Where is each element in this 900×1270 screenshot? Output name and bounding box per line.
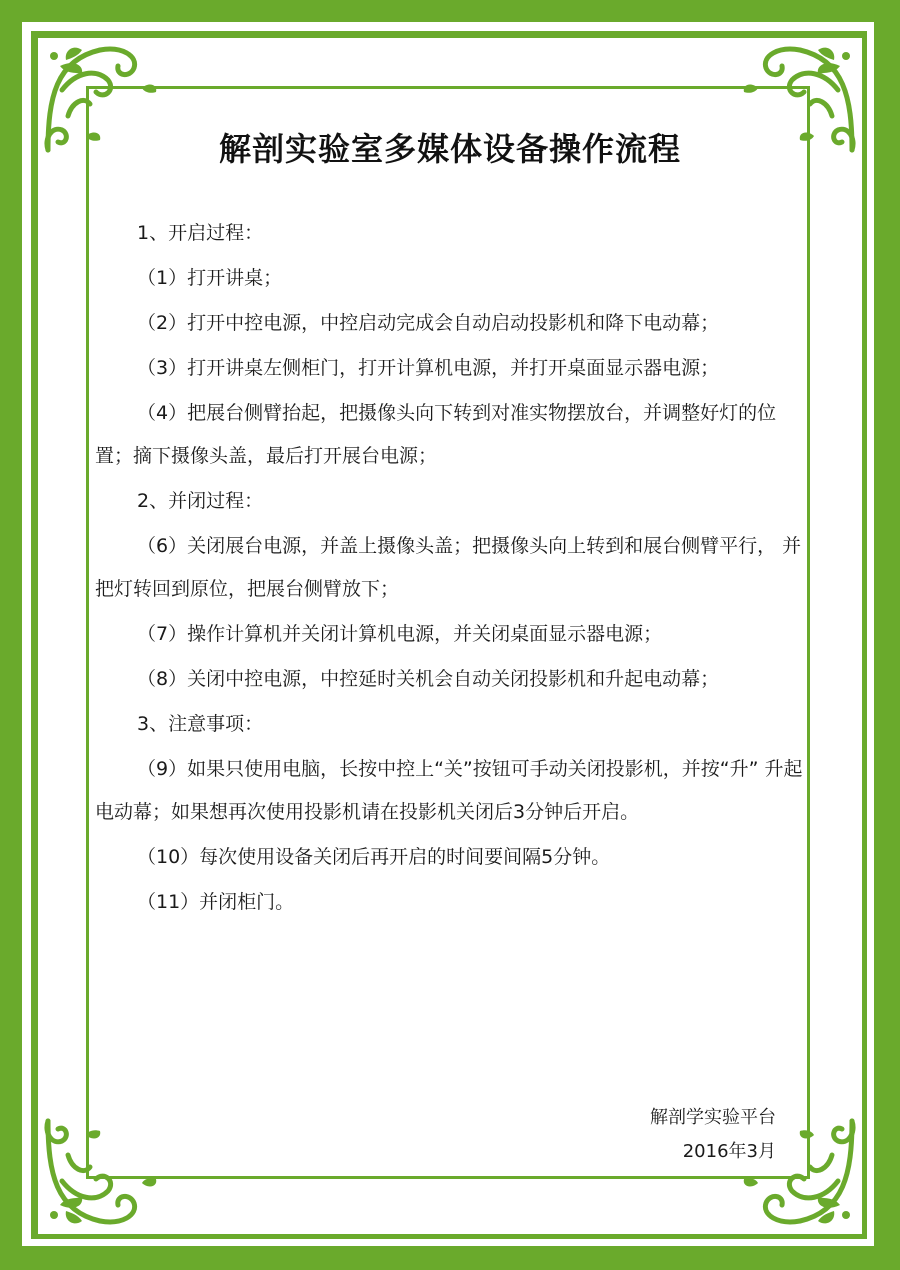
document-footer — [650, 1101, 776, 1169]
note-10: （10）每次使用设备关闭后再开启的时间要间隔5分钟。 — [137, 846, 611, 868]
step-3: （3）打开讲桌左侧柜门，打开计算机电源，并打开桌面显示器电源； — [137, 357, 720, 379]
note-9: （9）如果只使用电脑，长按中控上“关”按钮可手动关闭投影机，并按“升” 升起电动幕；如果想再次使用投影机请在投影机关闭后3分钟后开启。 — [95, 758, 803, 823]
scroll-ornament-icon — [38, 1103, 168, 1233]
step-1: （1）打开讲桌； — [137, 267, 283, 289]
section-heading-close: 2、并闭过程： — [137, 490, 264, 512]
signature: 解剖学实验平台 — [650, 1107, 776, 1128]
step-4: （4）把展台侧臂抬起，把摄像头向下转到对准实物摆放台，并调整好灯的位 置；摘下摄像头盖，最后打开展台电源； — [95, 402, 777, 467]
section-heading-open: 1、开启过程： — [137, 222, 264, 244]
step-2: （2）打开中控电源，中控启动完成会自动启动投影机和降下电动幕； — [137, 312, 720, 334]
step-7: （7）操作计算机并关闭计算机电源，并关闭桌面显示器电源； — [137, 623, 663, 645]
step-8: （8）关闭中控电源，中控延时关机会自动关闭投影机和升起电动幕； — [137, 668, 720, 690]
document-title: 解剖实验室多媒体设备操作流程 — [218, 130, 681, 168]
section-heading-notes: 3、注意事项： — [137, 713, 264, 735]
step-6: （6）关闭展台电源，并盖上摄像头盖；把摄像头向上转到和展台侧臂平行， 并把灯转回到原位，把展台侧臂放下； — [95, 535, 802, 600]
procedure-body — [95, 212, 815, 926]
note-11: （11）并闭柜门。 — [137, 891, 295, 913]
issue-date: 2016年3月 — [682, 1141, 776, 1162]
